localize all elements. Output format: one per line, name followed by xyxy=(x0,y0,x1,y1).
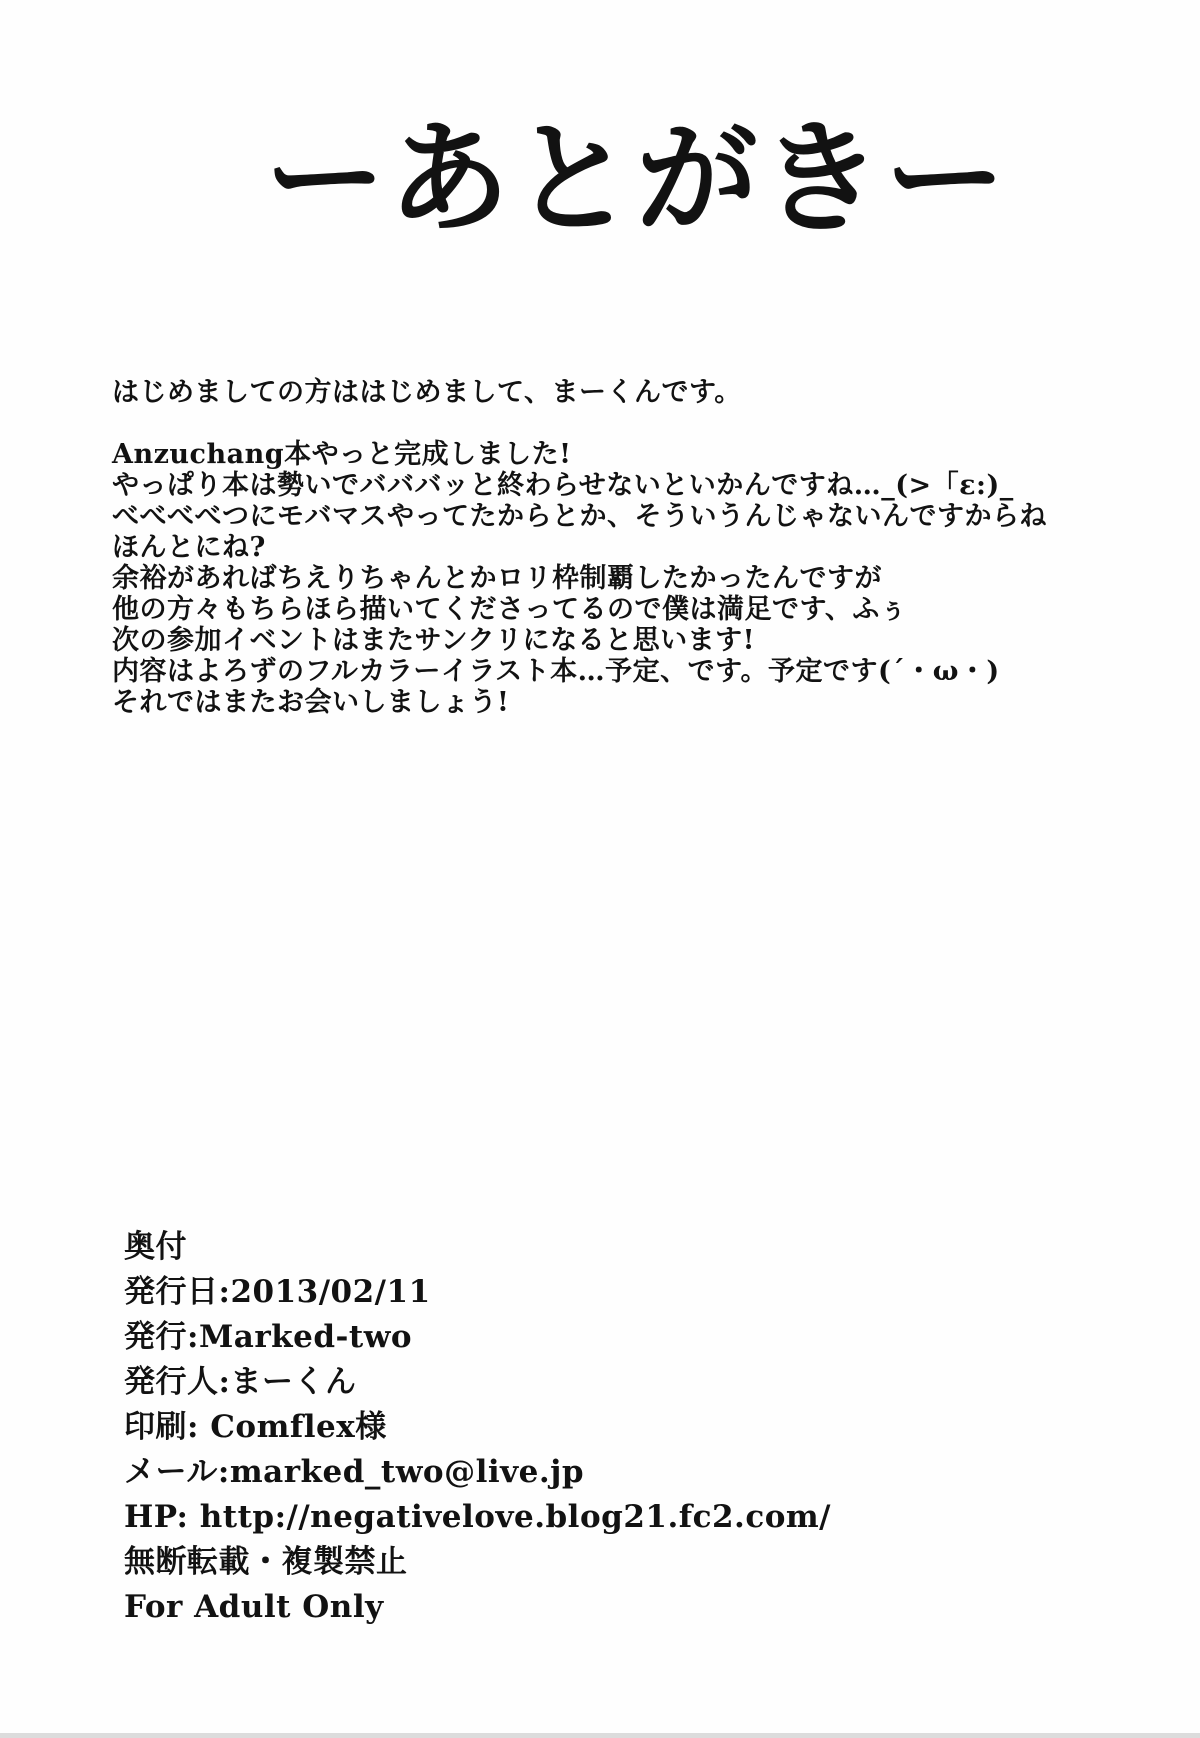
colophon-line: 奥付 xyxy=(124,1229,187,1265)
afterword-body xyxy=(112,377,1047,718)
afterword-line: 余裕があればちえりちゃんとかロリ枠制覇したかったんですが xyxy=(112,563,882,594)
colophon-line: 発行:Marked-two xyxy=(124,1319,413,1355)
colophon-line: 印刷: Comflex様 xyxy=(124,1409,387,1445)
afterword-line: やっぱり本は勢いでバババッと終わらせないといかんですね…_(>「ε:)_ xyxy=(112,470,1014,501)
afterword-line: Anzuchang本やっと完成しました! xyxy=(112,439,572,470)
afterword-line: はじめましての方ははじめまして、まーくんです。 xyxy=(112,377,742,408)
colophon-line: 発行日:2013/02/11 xyxy=(124,1274,431,1310)
afterword-line: 次の参加イベントはまたサンクリになると思います! xyxy=(112,625,755,656)
afterword-line: べべべべつにモバマスやってたからとか、そういうんじゃないんですからね xyxy=(112,501,1047,532)
colophon-line: For Adult Only xyxy=(124,1589,384,1625)
colophon xyxy=(124,1225,831,1630)
colophon-line: 発行人:まーくん xyxy=(124,1364,357,1400)
afterword-line xyxy=(112,408,1047,439)
afterword-line: ほんとにね? xyxy=(112,532,266,563)
colophon-line: 無断転載・複製禁止 xyxy=(124,1544,408,1580)
colophon-line: メール:marked_two@live.jp xyxy=(124,1454,585,1490)
afterword-line: それではまたお会いしましょう! xyxy=(112,687,510,718)
colophon-line: HP: http://negativelove.blog21.fc2.com/ xyxy=(124,1499,831,1535)
page-title: ーあとがきー xyxy=(264,106,1008,250)
afterword-line: 内容はよろずのフルカラーイラスト本…予定、です。予定です(´・ω・) xyxy=(112,656,1000,687)
afterword-line: 他の方々もちらほら描いてくださってるので僕は満足です、ふぅ xyxy=(112,594,908,625)
scan-edge xyxy=(0,1733,1200,1738)
